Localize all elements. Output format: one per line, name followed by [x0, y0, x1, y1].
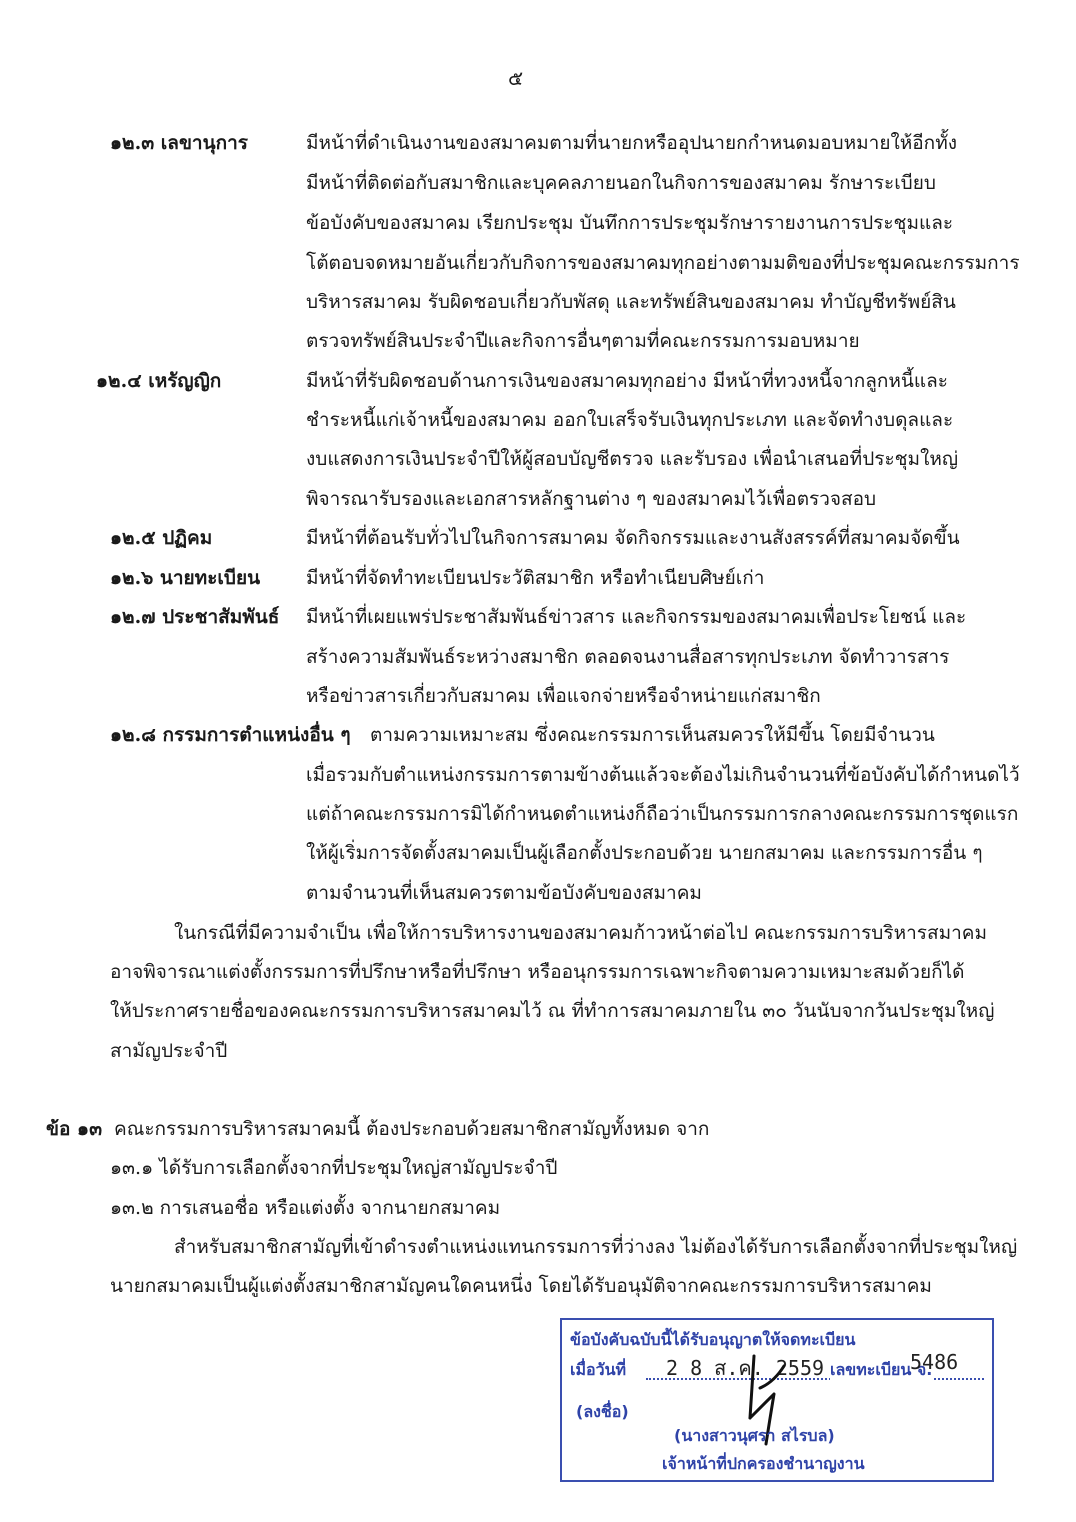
text-line: มีหน้าที่ติดต่อกับสมาชิกและบุคคลภายนอกในกิจการของสมาคม รักษาระเบียบ: [306, 172, 936, 194]
text-line: มีหน้าที่ต้อนรับทั่วไปในกิจการสมาคม จัดกิจกรรมและงานสังสรรค์ที่สมาคมจัดขึ้น: [306, 527, 960, 549]
stamp-signed-label: (ลงชื่อ): [576, 1402, 629, 1421]
page-number: ๕: [508, 66, 524, 90]
text-line: งบแสดงการเงินประจำปีให้ผู้สอบบัญชีตรวจ และรับรอง เพื่อนำเสนอที่ประชุมใหญ่: [306, 448, 959, 470]
text-line: มีหน้าที่จัดทำทะเบียนประวัติสมาชิก หรือทำเนียบศิษย์เก่า: [306, 567, 765, 589]
stamp-reg-prefix: เลขทะเบียน จ.: [830, 1358, 932, 1383]
stamp-officer-position: เจ้าหน้าที่ปกครองชำนาญงาน: [662, 1454, 865, 1473]
section-heading: ๑๒.๗ ประชาสัมพันธ์: [110, 606, 280, 628]
text-line: นายกสมาคมเป็นผู้แต่งตั้งสมาชิกสามัญคนใดคนหนึ่ง โดยได้รับอนุมัติจากคณะกรรมการบริหารสมาคม: [110, 1275, 932, 1297]
text-line: ข้อบังคับของสมาคม เรียกประชุม บันทึกการประชุมรักษารายงานการประชุมและ: [306, 212, 954, 234]
section-heading: ๑๒.๖ นายทะเบียน: [110, 567, 261, 589]
text-line: ให้ประกาศรายชื่อของคณะกรรมการบริหารสมาคมไว้ ณ ที่ทำการสมาคมภายใน ๓๐ วันนับจากวันประชุมใหญ่: [110, 1000, 995, 1022]
text-line: มีหน้าที่เผยแพร่ประชาสัมพันธ์ข่าวสาร และกิจกรรมของสมาคมเพื่อประโยชน์ และ: [306, 606, 967, 628]
text-line: ๑๓.๑ ได้รับการเลือกตั้งจากที่ประชุมใหญ่สามัญประจำปี: [110, 1157, 558, 1179]
text-line: ตามความเหมาะสม ซึ่งคณะกรรมการเห็นสมควรให้มีขึ้น โดยมีจำนวน: [370, 724, 935, 746]
text-line: ชำระหนี้แก่เจ้าหนี้ของสมาคม ออกใบเสร็จรับเงินทุกประเภท และจัดทำงบดุลและ: [306, 409, 954, 431]
text-line: ให้ผู้เริ่มการจัดตั้งสมาคมเป็นผู้เลือกตั้งประกอบด้วย นายกสมาคม และกรรมการอื่น ๆ: [306, 842, 983, 864]
section-heading: ๑๒.๔ เหรัญญิก: [96, 370, 222, 392]
text-line: มีหน้าที่รับผิดชอบด้านการเงินของสมาคมทุกอย่าง มีหน้าที่ทวงหนี้จากลูกหนี้และ: [306, 370, 949, 392]
text-line: บริหารสมาคม รับผิดชอบเกี่ยวกับพัสดุ และทรัพย์สินของสมาคม ทำบัญชีทรัพย์สิน: [306, 291, 956, 313]
text-line: ๑๓.๒ การเสนอชื่อ หรือแต่งตั้ง จากนายกสมาคม: [110, 1197, 501, 1219]
text-line: เมื่อรวมกับตำแหน่งกรรมการตามข้างต้นแล้วจะต้องไม่เกินจำนวนที่ข้อบังคับได้กำหนดไว้: [306, 764, 1020, 786]
text-line: แต่ถ้าคณะกรรมการมิได้กำหนดตำแหน่งก็ถือว่าเป็นกรรมการกลางคณะกรรมการชุดแรก: [306, 803, 1019, 825]
stamp-reg-value: 5486: [910, 1350, 959, 1374]
section-heading: ๑๒.๕ ปฏิคม: [110, 527, 213, 549]
text-line: ตรวจทรัพย์สินประจำปีและกิจการอื่นๆตามที่คณะกรรมการมอบหมาย: [306, 330, 860, 352]
text-line: สร้างความสัมพันธ์ระหว่างสมาชิก ตลอดจนงานสื่อสารทุกประเภท จัดทำวารสาร: [306, 646, 950, 668]
text-line: หรือข่าวสารเกี่ยวกับสมาคม เพื่อแจกจ่ายหรือจำหน่ายแก่สมาชิก: [306, 685, 821, 707]
stamp-date-prefix: เมื่อวันที่: [570, 1360, 627, 1379]
text-line: ในกรณีที่มีความจำเป็น เพื่อให้การบริหารงานของสมาคมก้าวหน้าต่อไป คณะกรรมการบริหารสมาคม: [174, 922, 987, 944]
stamp-officer-name: (นางสาวนุศรา สไรบล): [674, 1426, 835, 1445]
stamp-line-1: ข้อบังคับฉบับนี้ได้รับอนุญาตให้จดทะเบียน: [570, 1330, 856, 1349]
text-line: พิจารณารับรองและเอกสารหลักฐานต่าง ๆ ของสมาคมไว้เพื่อตรวจสอบ: [306, 488, 877, 510]
text-line: คณะกรรมการบริหารสมาคมนี้ ต้องประกอบด้วยสมาชิกสามัญทั้งหมด จาก: [114, 1118, 710, 1140]
registration-stamp: [560, 1318, 994, 1482]
text-line: อาจพิจารณาแต่งตั้งกรรมการที่ปรึกษาหรือที่ปรึกษา หรืออนุกรรมการเฉพาะกิจตามความเหมาะสมด้วยก็ได้: [110, 961, 965, 983]
stamp-date-value: 2 8 ส.ค. 2559: [666, 1356, 825, 1380]
text-line: โต้ตอบจดหมายอันเกี่ยวกับกิจการของสมาคมทุกอย่างตามมติของที่ประชุมคณะกรรมการ: [306, 252, 1020, 274]
section-heading: ๑๒.๓ เลขานุการ: [110, 132, 248, 154]
text-line: ตามจำนวนที่เห็นสมควรตามข้อบังคับของสมาคม: [306, 882, 702, 904]
text-line: สามัญประจำปี: [110, 1040, 228, 1062]
text-line: มีหน้าที่ดำเนินงานของสมาคมตามที่นายกหรืออุปนายกกำหนดมอบหมายให้อีกทั้ง: [306, 132, 957, 154]
section-heading: ข้อ ๑๓: [46, 1118, 103, 1140]
text-line: สำหรับสมาชิกสามัญที่เข้าดำรงตำแหน่งแทนกรรมการที่ว่างลง ไม่ต้องได้รับการเลือกตั้งจากที่ประชุมใหญ่: [174, 1236, 1018, 1258]
section-heading: ๑๒.๘ กรรมการตำแหน่งอื่น ๆ: [110, 724, 351, 746]
